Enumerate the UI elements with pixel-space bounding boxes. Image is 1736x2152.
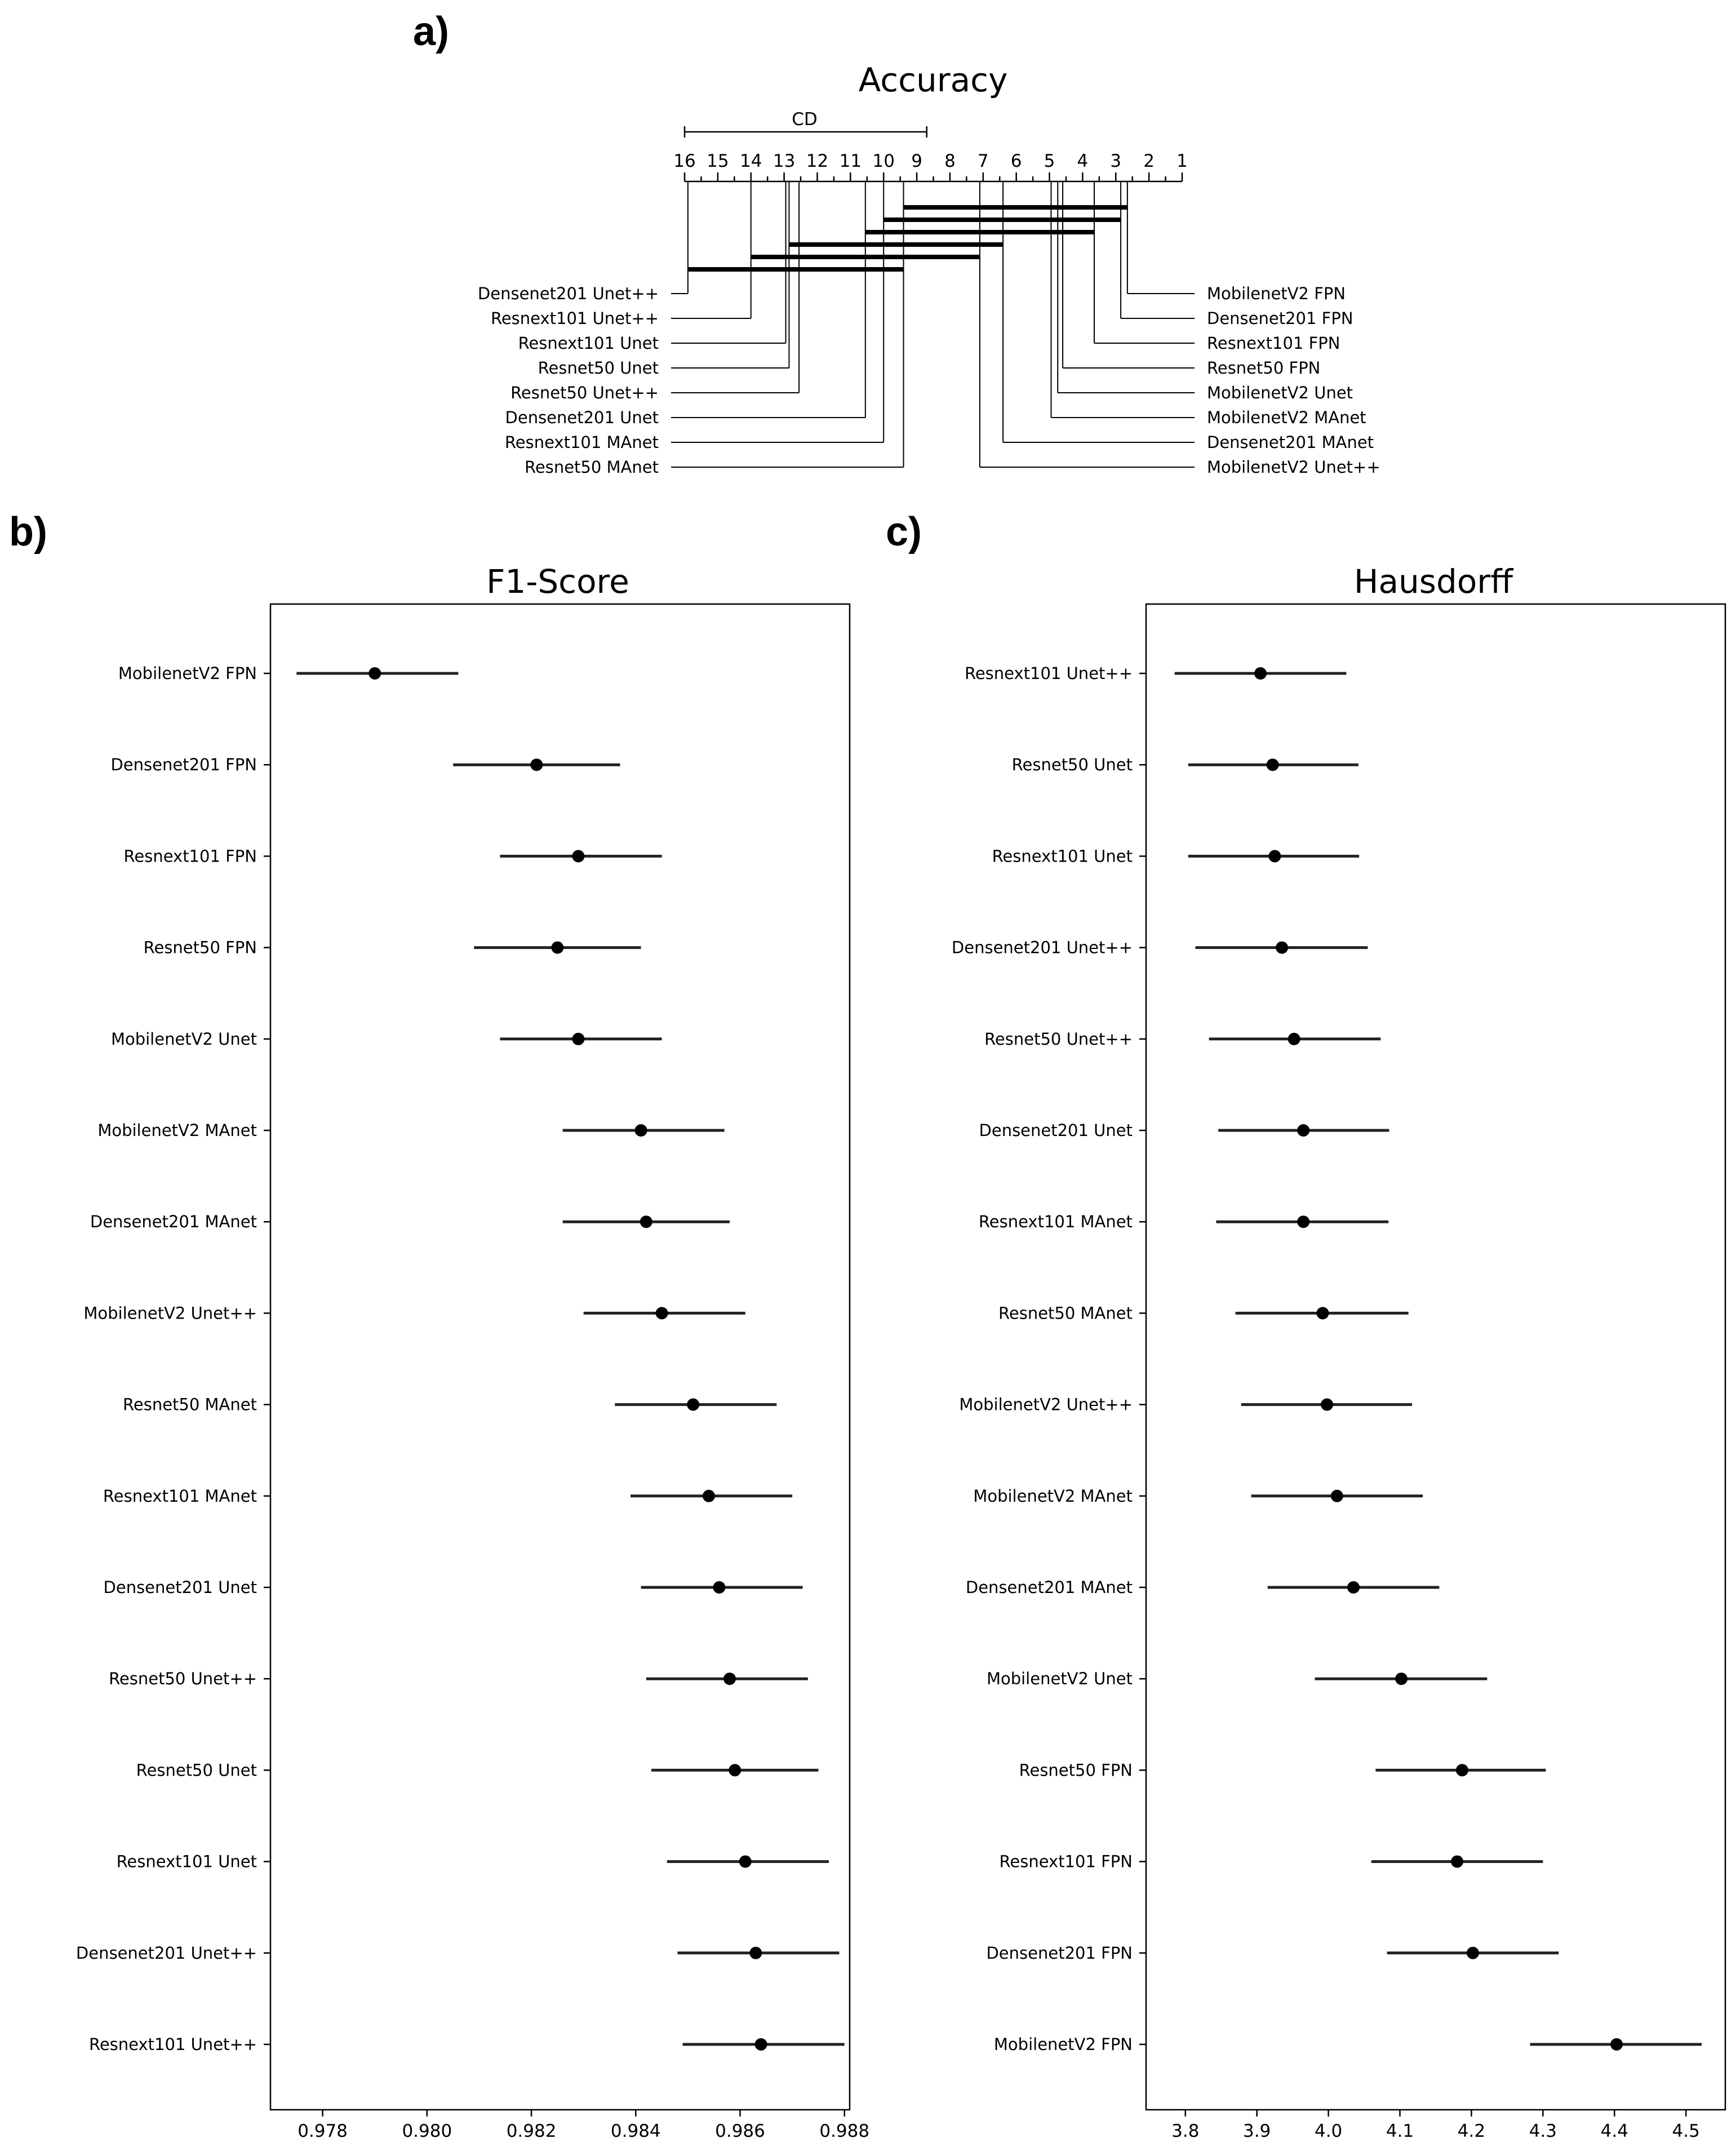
- cd-tick-label: 8: [944, 151, 956, 171]
- panel-label-b: b): [9, 509, 47, 554]
- f1-point: [729, 1764, 741, 1776]
- hausdorff-xtick-label: 4.2: [1457, 2121, 1486, 2141]
- cd-tick-label: 1: [1176, 151, 1188, 171]
- f1-category-label: Resnext101 MAnet: [103, 1486, 257, 1506]
- cd-model-label: Resnext101 Unet: [518, 334, 659, 353]
- f1-score-plot: [76, 562, 869, 2141]
- cd-tick-label: 5: [1044, 151, 1055, 171]
- cd-model-label: Densenet201 FPN: [1207, 309, 1353, 328]
- hausdorff-xtick-label: 4.1: [1386, 2121, 1414, 2141]
- f1-xtick-label: 0.978: [298, 2121, 348, 2141]
- cd-model-label: Resnet50 MAnet: [525, 458, 659, 477]
- f1-point: [530, 758, 543, 771]
- hausdorff-category-label: MobilenetV2 Unet: [986, 1669, 1133, 1689]
- hausdorff-xtick-label: 4.3: [1529, 2121, 1557, 2141]
- f1-point: [640, 1215, 652, 1228]
- f1-point: [713, 1581, 725, 1594]
- hausdorff-category-label: Resnet50 Unet++: [984, 1029, 1133, 1049]
- f1-category-label: Resnext101 FPN: [123, 846, 257, 866]
- f1-category-label: Resnet50 Unet++: [109, 1669, 257, 1689]
- hausdorff-category-label: Resnet50 Unet: [1011, 755, 1133, 775]
- hausdorff-category-label: Resnext101 Unet: [992, 846, 1133, 866]
- f1-point: [656, 1307, 668, 1319]
- cd-tick-label: 9: [911, 151, 922, 171]
- f1-point: [703, 1490, 715, 1502]
- hausdorff-category-label: Densenet201 FPN: [986, 1943, 1133, 1963]
- hausdorff-point: [1331, 1490, 1343, 1502]
- cd-model-label: Resnext101 Unet++: [490, 309, 659, 328]
- cd-label: CD: [792, 109, 818, 130]
- f1-category-label: Resnet50 Unet: [136, 1760, 257, 1780]
- f1-point: [687, 1399, 699, 1411]
- hausdorff-xtick-label: 3.9: [1243, 2121, 1271, 2141]
- f1-point: [551, 942, 563, 954]
- hausdorff-point: [1316, 1307, 1329, 1319]
- cd-tick-label: 14: [740, 151, 762, 171]
- f1-xtick-label: 0.984: [610, 2121, 661, 2141]
- f1-xtick-label: 0.980: [402, 2121, 452, 2141]
- cd-tick-label: 13: [772, 151, 796, 171]
- f1-title: F1-Score: [486, 562, 629, 601]
- hausdorff-category-label: MobilenetV2 FPN: [993, 2035, 1133, 2054]
- f1-category-label: Densenet201 FPN: [110, 755, 257, 775]
- panel-label-c: c): [886, 509, 922, 554]
- f1-point: [368, 667, 381, 680]
- cd-model-label: Resnet50 FPN: [1207, 358, 1321, 378]
- f1-category-label: MobilenetV2 Unet: [110, 1029, 257, 1049]
- f1-category-label: Resnet50 MAnet: [123, 1395, 257, 1414]
- f1-category-label: MobilenetV2 Unet++: [83, 1303, 257, 1323]
- hausdorff-category-label: Resnext101 FPN: [999, 1852, 1133, 1871]
- hausdorff-point: [1321, 1399, 1333, 1411]
- f1-point: [755, 2038, 767, 2051]
- f1-category-label: Densenet201 MAnet: [90, 1212, 257, 1232]
- hausdorff-axes-frame: [1146, 604, 1725, 2110]
- panel-label-a: a): [413, 9, 450, 54]
- f1-category-label: Densenet201 Unet: [103, 1578, 257, 1597]
- f1-category-label: Resnext101 Unet++: [88, 2035, 257, 2054]
- cd-tick-label: 11: [839, 151, 862, 171]
- hausdorff-point: [1254, 667, 1267, 680]
- hausdorff-category-label: Resnext101 Unet++: [964, 664, 1133, 683]
- cd-model-label: Resnext101 FPN: [1207, 334, 1340, 353]
- f1-point: [723, 1672, 736, 1685]
- cd-tick-label: 16: [673, 151, 696, 171]
- hausdorff-title: Hausdorff: [1353, 562, 1513, 601]
- f1-xtick-label: 0.988: [819, 2121, 870, 2141]
- hausdorff-xtick-label: 4.4: [1600, 2121, 1628, 2141]
- cd-tick-label: 10: [872, 151, 895, 171]
- hausdorff-point: [1297, 1215, 1309, 1228]
- cd-model-label: Densenet201 Unet++: [477, 284, 659, 303]
- f1-xtick-label: 0.986: [715, 2121, 765, 2141]
- cd-tick-label: 2: [1143, 151, 1155, 171]
- cd-model-label: MobilenetV2 Unet++: [1207, 458, 1380, 477]
- hausdorff-point: [1467, 1947, 1479, 1959]
- cd-model-label: MobilenetV2 MAnet: [1207, 408, 1366, 427]
- cd-model-label: Resnext101 MAnet: [504, 433, 659, 452]
- f1-point: [749, 1947, 762, 1959]
- hausdorff-point: [1297, 1124, 1309, 1137]
- f1-xtick-label: 0.982: [506, 2121, 557, 2141]
- f1-point: [739, 1856, 752, 1868]
- f1-category-label: MobilenetV2 FPN: [118, 664, 257, 683]
- hausdorff-point: [1347, 1581, 1360, 1594]
- hausdorff-category-label: Resnet50 MAnet: [998, 1303, 1133, 1323]
- cd-tick-label: 12: [806, 151, 829, 171]
- f1-category-label: Resnet50 FPN: [143, 938, 257, 957]
- cd-tick-label: 6: [1010, 151, 1022, 171]
- cd-model-label: Densenet201 MAnet: [1207, 433, 1374, 452]
- hausdorff-xtick-label: 3.8: [1171, 2121, 1200, 2141]
- cd-model-label: MobilenetV2 Unet: [1207, 383, 1353, 402]
- hausdorff-point: [1268, 850, 1281, 862]
- hausdorff-category-label: Resnext101 MAnet: [978, 1212, 1133, 1232]
- cd-model-label: MobilenetV2 FPN: [1207, 284, 1346, 303]
- f1-point: [635, 1124, 647, 1137]
- f1-category-label: Resnext101 Unet: [116, 1852, 257, 1871]
- hausdorff-category-label: Densenet201 MAnet: [965, 1578, 1133, 1597]
- hausdorff-category-label: MobilenetV2 MAnet: [973, 1486, 1133, 1506]
- hausdorff-point: [1267, 758, 1279, 771]
- f1-category-label: MobilenetV2 MAnet: [97, 1121, 257, 1140]
- cd-tick-label: 4: [1077, 151, 1089, 171]
- f1-point: [572, 850, 584, 862]
- hausdorff-point: [1276, 942, 1288, 954]
- hausdorff-point: [1610, 2038, 1623, 2051]
- f1-axes-frame: [270, 604, 850, 2110]
- hausdorff-point: [1288, 1033, 1300, 1045]
- hausdorff-category-label: Resnet50 FPN: [1019, 1760, 1133, 1780]
- hausdorff-category-label: MobilenetV2 Unet++: [959, 1395, 1133, 1414]
- f1-point: [572, 1033, 584, 1045]
- cd-model-label: Resnet50 Unet++: [510, 383, 659, 402]
- cd-tick-label: 3: [1110, 151, 1122, 171]
- hausdorff-plot: [952, 562, 1725, 2141]
- cd-title: Accuracy: [858, 61, 1008, 99]
- cd-model-label: Resnet50 Unet: [538, 358, 659, 378]
- hausdorff-point: [1395, 1672, 1408, 1685]
- hausdorff-category-label: Densenet201 Unet++: [951, 938, 1133, 957]
- hausdorff-xtick-label: 4.5: [1672, 2121, 1700, 2141]
- hausdorff-point: [1456, 1764, 1468, 1776]
- cd-tick-label: 15: [707, 151, 729, 171]
- cd-diagram: [478, 61, 1380, 477]
- cd-model-label: Densenet201 Unet: [505, 408, 659, 427]
- hausdorff-point: [1451, 1856, 1463, 1868]
- hausdorff-xtick-label: 4.0: [1314, 2121, 1343, 2141]
- cd-tick-label: 7: [977, 151, 989, 171]
- f1-category-label: Densenet201 Unet++: [76, 1943, 257, 1963]
- hausdorff-category-label: Densenet201 Unet: [979, 1121, 1133, 1140]
